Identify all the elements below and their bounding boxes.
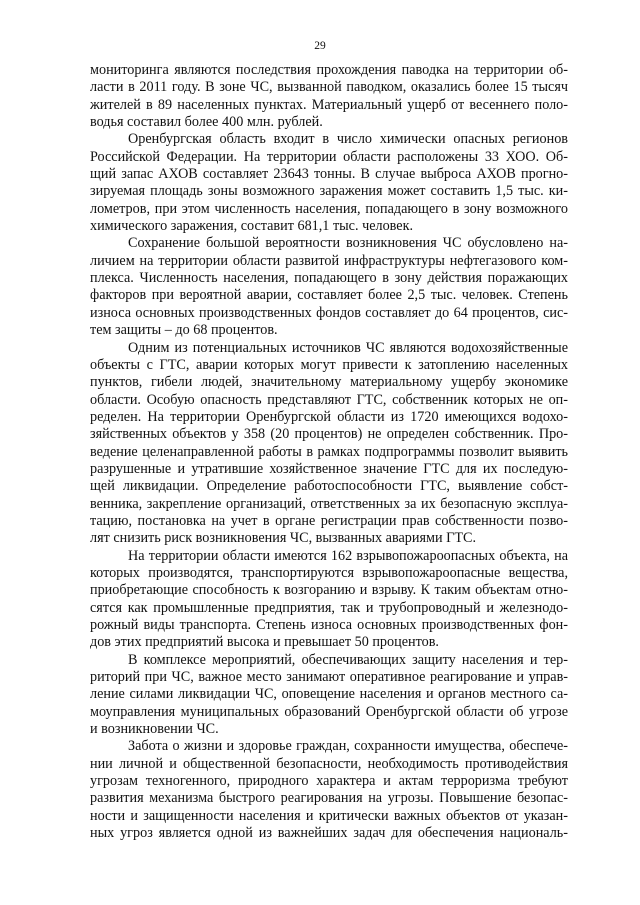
text-line: дов этих предприятий высока и превышает 50 процентов. (90, 634, 439, 651)
paragraph (90, 62, 568, 131)
text-line: объекты с ГТС, аварии которых могут привести к затоплению населенных (90, 356, 568, 373)
text-line: зируемая площадь зоны возможного заражения может составить 1,5 тыс. ки- (90, 183, 568, 200)
text-line: и возникновении ЧС. (90, 721, 219, 738)
page-number: 29 (314, 40, 326, 52)
text-line: Оренбургская область входит в число химически опасных регионов (128, 131, 568, 148)
text-line: лометров, при этом численность населения, попадающего в зону возможного (90, 200, 568, 217)
text-line: химического заражения, составит 681,1 тыс. человек. (90, 218, 414, 235)
paragraph (90, 131, 568, 235)
paragraph (90, 235, 568, 339)
text-line: ление силами ликвидации ЧС, оповещение населения и органов местного са- (90, 686, 568, 703)
text-line: разрушенные и утратившие хозяйственное значение ГТС для их последую- (90, 460, 568, 477)
text-line: риторий при ЧС, важное место занимают оперативное реагирование и управ- (90, 669, 568, 686)
text-line: которых производятся, транспортируются взрывопожароопасные вещества, (90, 564, 568, 581)
text-line: тацию, постановка на учет в органе регистрации прав собственности позво- (90, 512, 568, 529)
text-line: личием на территории области развитой инфраструктуры нефтегазового ком- (90, 252, 568, 269)
paragraph (90, 548, 568, 652)
text-line: Сохранение большой вероятности возникновения ЧС обусловлено на- (128, 235, 568, 252)
text-line: области. Особую опасность представляют ГТС, собственник которых не оп- (90, 391, 568, 408)
paragraph (90, 340, 568, 548)
paragraph (90, 652, 568, 739)
text-line: износа основных производственных фондов составляет до 64 процентов, сис- (90, 304, 568, 321)
text-line: щей ликвидации. Определение работоспособности ГТС, выявление собст- (90, 478, 568, 495)
text-line: водья составил более 400 млн. рублей. (90, 114, 323, 131)
text-line: пунктов, гибели людей, значительному материальному ущербу экономике (90, 374, 568, 391)
text-line: сятся как промышленные предприятия, так и трубопроводный и железнодо- (90, 599, 568, 616)
text-line: лят снизить риск возникновения ЧС, вызванных авариями ГТС. (90, 530, 476, 547)
text-line: развития механизма быстрого реагирования на угрозы. Повышение безопас- (90, 790, 568, 807)
text-line: плекса. Численность населения, попадающего в зону действия поражающих (90, 270, 568, 287)
text-line: зяйственных объектов у 358 (20 процентов) не определен собственник. Про- (90, 426, 568, 443)
text-line: нии личной и общественной безопасности, необходимость противодействия (90, 755, 568, 772)
paragraph (90, 738, 568, 842)
text-line: щий запас АХОВ составляет 23643 тонны. В случае выброса АХОВ прогно- (90, 166, 568, 183)
text-line: жителей в 89 населенных пунктах. Материальный ущерб от весеннего поло- (90, 96, 568, 113)
text-line: рожный виды транспорта. Степень износа основных производственных фон- (90, 617, 568, 633)
text-line: В комплексе мероприятий, обеспечивающих защиту населения и тер- (128, 651, 568, 668)
text-line: тем защиты – до 68 процентов. (90, 322, 278, 339)
text-line: ределен. На территории Оренбургской области из 1720 имеющихся водохо- (90, 408, 568, 425)
text-line: ласти в 2011 году. В зоне ЧС, вызванной паводком, оказались более 15 тысяч (90, 79, 568, 96)
text-line: угрозам техногенного, природного характера и актам терроризма требуют (90, 773, 568, 790)
text-line: На территории области имеются 162 взрывопожароопасных объекта, на (128, 547, 568, 564)
text-line: Одним из потенциальных источников ЧС являются водохозяйственные (128, 339, 568, 356)
text-line: Российской Федерации. На территории области расположены 33 ХОО. Об- (90, 148, 568, 165)
text-line: ных угроз является одной из важнейших задач для обеспечения националь- (90, 825, 568, 842)
text-line: факторов при вероятной аварии, составляет более 2,5 тыс. человек. Степень (90, 287, 568, 304)
text-line: Забота о жизни и здоровье граждан, сохранности имущества, обеспече- (128, 738, 568, 755)
document-body (90, 62, 568, 842)
text-line: приобретающие способность к возгоранию и взрыву. К таким объектам отно- (90, 582, 568, 599)
text-line: венника, закрепление организаций, ответственных за их безопасную эксплуа- (90, 495, 568, 512)
text-line: мониторинга являются последствия прохождения паводка на территории об- (90, 62, 568, 78)
text-line: ведение целенаправленной работы в рамках подпрограммы позволит выявить (90, 443, 568, 460)
text-line: ности и защищенности населения и критически важных объектов от указан- (90, 807, 568, 824)
text-line: моуправления муниципальных образований Оренбургской области об угрозе (90, 703, 568, 720)
